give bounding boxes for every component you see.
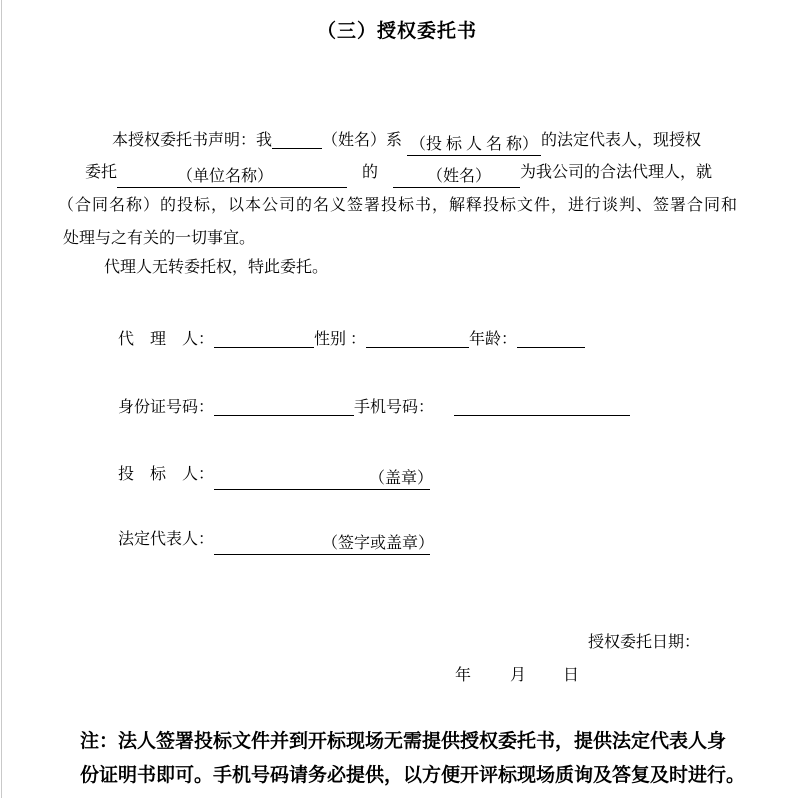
age-blank [517,327,585,348]
agent-name-blank [214,327,314,348]
day-label: 日 [563,667,580,684]
text-run: 本授权委托书声明：我 [112,132,273,149]
note-line-1: 注：法人签署投标文件并到开标现场无需提供授权委托书，提供法定代表人身 [80,731,727,752]
gender-blank [366,327,469,348]
bidder-label: 投 标 人： [118,466,215,483]
authorization-date-label: 授权委托日期： [588,634,701,651]
text-run: 的 [362,164,379,181]
no-subdelegation-statement: 代理人无转委托权，特此委托。 [104,259,329,276]
phone-number-blank [454,395,630,416]
year-label: 年 [455,667,472,684]
principal-name-blank [272,128,322,149]
text-run: 为我公司的合法代理人，就 [520,164,713,181]
page-title: （三）授权委托书 [316,21,477,42]
legal-rep-sign-underline: （签字或盖章） [214,534,430,555]
month-label: 月 [510,667,527,684]
company-name-underline: （单位名称） [117,167,347,188]
bidder-seal-underline: （盖章） [214,469,430,490]
text-run: （姓名）系 [322,132,403,149]
declaration-line-1 [112,128,701,156]
note-line-2: 份证明书即可。手机号码请务必提供，以方便开评标现场质询及答复及时进行。 [80,765,746,786]
text-run: 的法定代表人，现授权 [541,132,702,149]
agent-row [118,327,585,351]
bidder-name-underline: （投 标 人 名 称） [407,135,541,156]
date-ymd-row [455,664,579,687]
page-left-edge-line [1,0,2,798]
declaration-line-3: （合同名称）的投标，以本公司的名义签署投标书，解释投标文件，进行谈判、签署合同和 [58,197,739,214]
gender-label: 性别 ： [314,331,367,348]
id-phone-row [118,395,630,419]
bidder-row [118,463,434,490]
text-run: 委托 [85,164,118,181]
agent-name-underline: （姓名） [393,167,520,188]
legal-rep-row [118,528,435,555]
declaration-line-2 [85,161,712,188]
id-number-label: 身份证号码： [118,399,215,416]
declaration-line-4: 处理与之有关的一切事宜。 [63,230,256,247]
note-block [80,725,745,793]
phone-number-label: 手机号码： [354,399,435,416]
legal-rep-label: 法定代表人： [118,531,215,548]
id-number-blank [214,395,354,416]
age-label: 年龄： [469,331,518,348]
agent-label: 代 理 人： [118,331,215,348]
